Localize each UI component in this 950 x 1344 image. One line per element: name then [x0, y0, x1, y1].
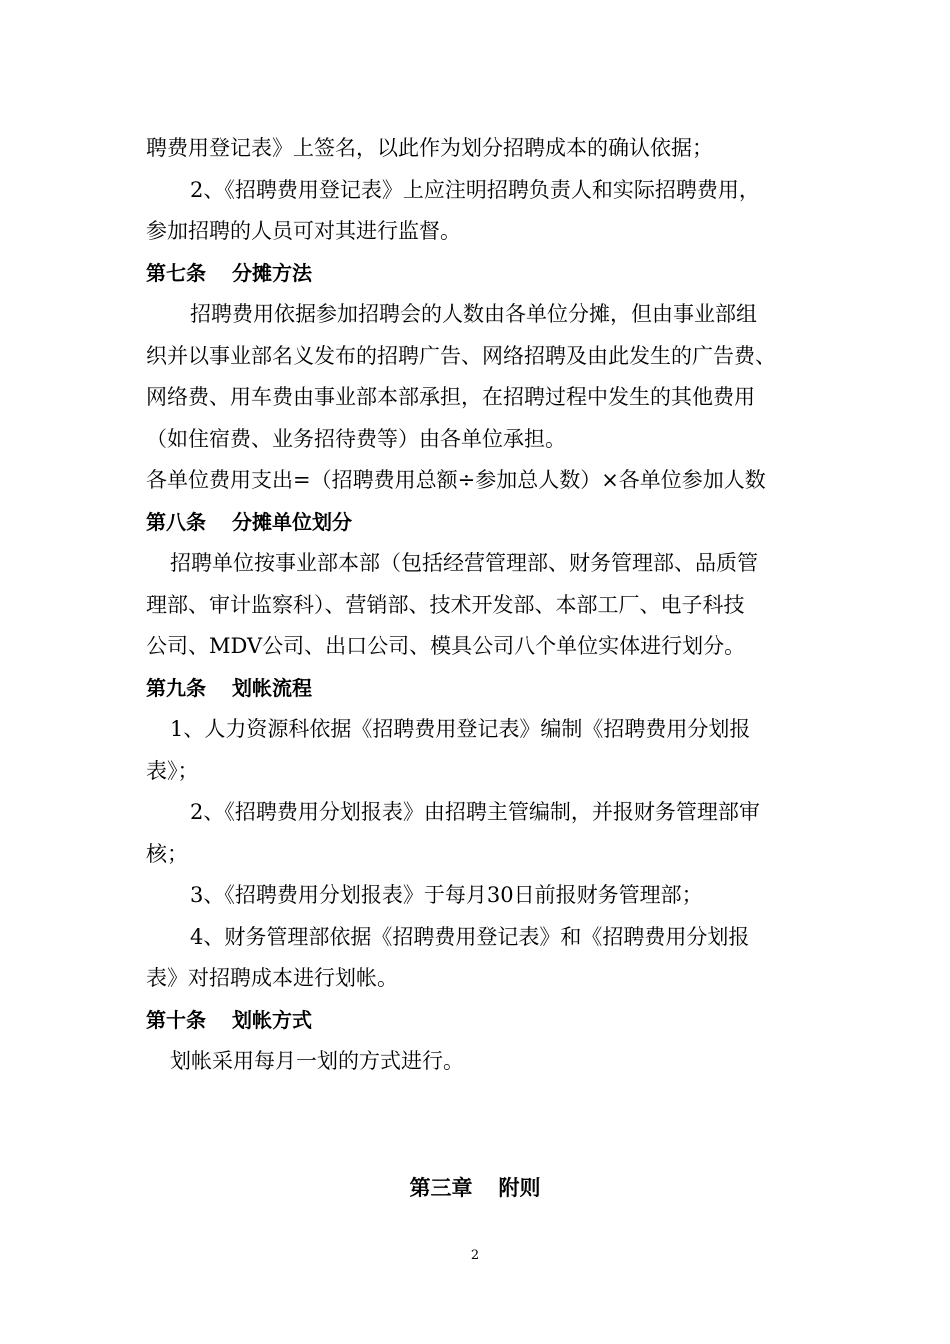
article-10-heading	[146, 1000, 806, 1042]
article-9-line: 2、《招聘费用分划报表》由招聘主管编制，并报财务管理部审	[190, 800, 760, 824]
article-number: 第七条	[146, 260, 206, 285]
article-9-line: 3、《招聘费用分划报表》于每月30日前报财务管理部；	[190, 883, 703, 907]
article-number: 第八条	[146, 509, 206, 534]
article-8-line: 公司、MDV公司、出口公司、模具公司八个单位实体进行划分。	[146, 634, 746, 658]
paragraph-line: 聘费用登记表》上签名，以此作为划分招聘成本的确认依据；	[146, 136, 713, 160]
article-7-line: （如住宿费、业务招待费等）由各单位承担。	[146, 426, 566, 451]
cost-formula: 各单位费用支出=（招聘费用总额÷参加总人数）×各单位参加人数	[146, 468, 766, 492]
article-7-line: 招聘费用依据参加招聘会的人数由各单位分摊，但由事业部组	[190, 302, 757, 326]
article-8-heading	[146, 502, 806, 544]
article-8-line: 招聘单位按事业部本部（包括经营管理部、财务管理部、品质管	[170, 551, 758, 575]
article-number: 第九条	[146, 675, 206, 700]
article-7-line: 网络费、用车费由事业部本部承担，在招聘过程中发生的其他费用	[146, 385, 755, 409]
chapter-heading	[0, 1168, 950, 1208]
article-title: 分摊单位划分	[232, 509, 352, 534]
chapter-number: 第三章	[409, 1176, 473, 1200]
document-body	[146, 128, 806, 1083]
article-8-line: 理部、审计监察科）、营销部、技术开发部、本部工厂、电子科技	[146, 592, 745, 617]
article-9-line: 核；	[146, 841, 188, 866]
article-title: 划帐流程	[232, 675, 312, 700]
article-7-heading	[146, 253, 806, 295]
article-title: 分摊方法	[232, 260, 312, 285]
article-10-line: 划帐采用每月一划的方式进行。	[170, 1049, 464, 1073]
article-9-line: 表》；	[146, 758, 199, 783]
paragraph-line: 参加招聘的人员可对其进行监督。	[146, 219, 461, 243]
article-9-line: 4、财务管理部依据《招聘费用登记表》和《招聘费用分划报	[190, 924, 750, 949]
article-title: 划帐方式	[232, 1007, 312, 1032]
page-number: 2	[470, 1248, 480, 1263]
article-9-line: 1、人力资源科依据《招聘费用登记表》编制《招聘费用分划报	[170, 717, 751, 741]
article-number: 第十条	[146, 1007, 206, 1032]
paragraph-line: 2、《招聘费用登记表》上应注明招聘负责人和实际招聘费用，	[190, 177, 760, 202]
article-9-heading	[146, 668, 806, 710]
article-9-line: 表》对招聘成本进行划帐。	[146, 966, 398, 990]
chapter-title: 附则	[498, 1176, 541, 1200]
article-7-line: 织并以事业部名义发布的招聘广告、网络招聘及由此发生的广告费、	[146, 343, 776, 368]
